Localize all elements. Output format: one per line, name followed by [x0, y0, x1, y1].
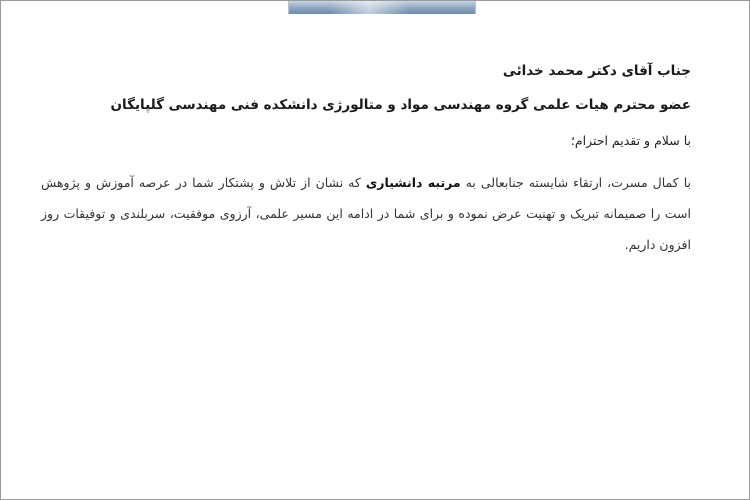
- greeting-line: با سلام و تقدیم احترام؛: [570, 133, 691, 148]
- photo-highlight: [329, 1, 409, 14]
- recipient-title: عضو محترم هیات علمی گروه مهندسی مواد و متالورژی دانشکده فنی مهندسی گلپایگان: [110, 97, 691, 113]
- letter-body: [41, 167, 691, 260]
- recipient-name: جناب آقای دکتر محمد خدائی: [502, 63, 691, 79]
- body-emphasis: مرتبه دانشیاری: [365, 175, 461, 190]
- body-text-start: با کمال مسرت، ارتقاء شایسته جنابعالی به: [460, 175, 692, 190]
- congratulation-letter: [41, 61, 691, 260]
- header-photo-strip: [288, 1, 476, 14]
- body-text-end: که نشان از تلاش و پشتکار شما در عرصه آموزش و پژوهش است را صمیمانه تبریک و تهنیت عرض نموده و برای شما در ادامه این مسیر علمی، آرزوی موفقیت، سربلندی و توفیقات روز افزون داریم.: [41, 175, 691, 252]
